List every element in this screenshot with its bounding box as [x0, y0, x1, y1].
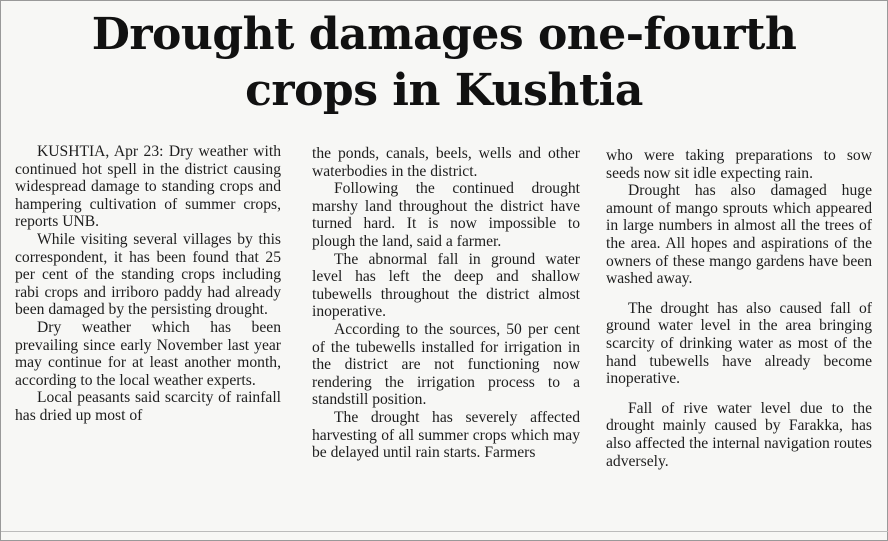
- paragraph: KUSHTIA, Apr 23: Dry weather with continued hot spell in the district causing widespread damage to standing crops and hampering cultivation of summer crops, reports UNB.: [15, 143, 281, 231]
- paragraph: Dry weather which has been prevailing since early November last year may continue for at least another month, according to the local weather experts.: [15, 318, 281, 389]
- paragraph: Drought has also damaged huge amount of mango sprouts which appeared in large numbers in almost all the trees of the area. All hopes and aspirations of the owners of these mango gardens have been washed away.: [606, 182, 872, 288]
- article-body: [1, 133, 888, 533]
- article-column-2: [312, 145, 580, 462]
- paragraph: Local peasants said scarcity of rainfall has dried up most of: [15, 389, 281, 424]
- bottom-divider: [1, 531, 888, 532]
- paragraph: The drought has also caused fall of ground water level in the area bringing scarcity of drinking water as most of the hand tubewells have already become inoperative.: [606, 299, 872, 388]
- paragraph: The drought has severely affected harvesting of all summer crops which may be delayed until rain starts. Farmers: [312, 408, 580, 462]
- paragraph: who were taking preparations to sow seeds now sit idle expecting rain.: [606, 147, 872, 182]
- headline: [1, 1, 887, 119]
- paragraph: According to the sources, 50 per cent of the tubewells installed for irrigation in the district are not functioning now rendering the irrigation process to a standstill position.: [312, 320, 580, 409]
- paragraph: Fall of rive water level due to the drought mainly caused by Farakka, has also affected the internal navigation routes adversely.: [606, 399, 872, 470]
- article-column-1: [15, 143, 281, 425]
- paragraph: Following the continued drought marshy land throughout the district have turned hard. It is now impossible to plough the land, said a farmer.: [312, 180, 580, 250]
- headline-line-2: crops in Kushtia: [245, 65, 643, 116]
- paragraph: The abnormal fall in ground water level has left the deep and shallow tubewells throughout the district almost inoperative.: [312, 250, 580, 321]
- paragraph: While visiting several villages by this correspondent, it has been found that 25 per cent of the standing crops including rabi crops and irriboro paddy had already been damaged by the persisting drought.: [15, 230, 281, 319]
- headline-line-1: Drought damages one-fourth: [91, 9, 797, 60]
- paragraph: the ponds, canals, beels, wells and other waterbodies in the district.: [312, 145, 580, 180]
- article-column-3: [606, 147, 872, 470]
